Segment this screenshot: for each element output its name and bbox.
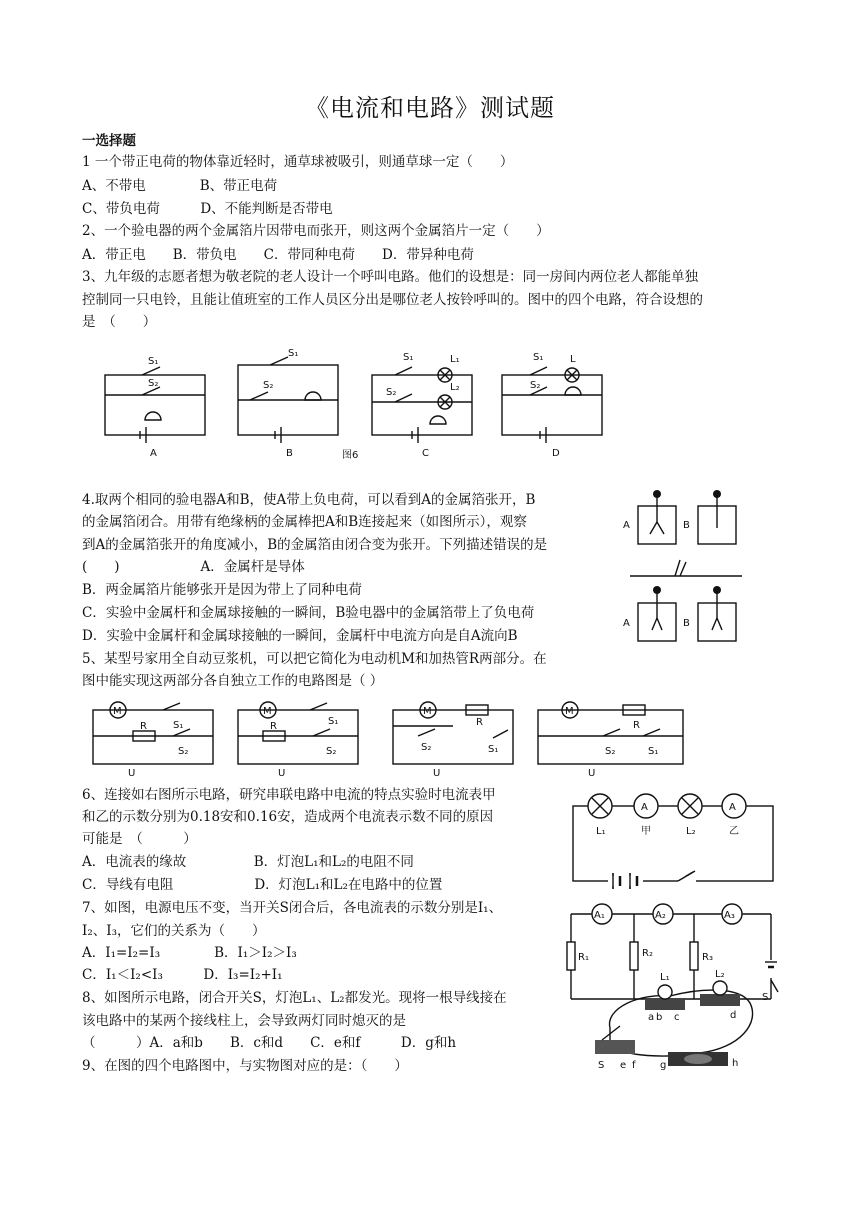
switch-label: S₂ <box>178 746 189 757</box>
terminal-label: f <box>632 1060 636 1071</box>
q5-figure <box>88 698 688 780</box>
q1-options-cd: C、带负电荷 D、不能判断是否带电 <box>82 201 333 217</box>
q8-battery <box>660 1052 738 1071</box>
lamp-label: L₂ <box>450 382 460 393</box>
q1-stem: 1 一个带正电荷的物体靠近轻时，通草球被吸引，则通草球一定（ ） <box>82 154 514 170</box>
q6-ammeter-jia <box>634 794 658 818</box>
q8-lamp-l1 <box>645 972 685 1023</box>
q3-circuit-c <box>372 352 472 459</box>
q7-options-ab: A．I₁=I₂=I₃ B．I₁＞I₂＞I₃ <box>82 945 297 961</box>
source-label: U <box>128 768 136 779</box>
terminal-label: h <box>732 1058 739 1069</box>
switch-label: S₂ <box>263 380 274 391</box>
terminal-label: b <box>656 1012 663 1023</box>
q3-circuit-d <box>502 352 602 459</box>
switch-label: S <box>762 992 769 1003</box>
q4-figure <box>620 488 745 668</box>
ammeter-label: A₃ <box>724 910 735 921</box>
switch-label: S₁ <box>148 356 159 367</box>
q4-stem-3: 到A的金属箔张开的角度减小，B的金属箔由闭合变为张开。下列描述错误的是 <box>82 537 548 553</box>
q7-ammeter-a1 <box>592 904 612 924</box>
switch-label: S₁ <box>648 746 659 757</box>
resistor-label: R <box>633 720 640 731</box>
ammeter-symbol: A <box>641 802 648 813</box>
resistor-label: R <box>140 721 147 732</box>
page-title: 《电流和电路》测试题 <box>305 94 555 122</box>
motor-label: M <box>423 706 432 717</box>
resistor-label: R <box>270 721 277 732</box>
ammeter-label: 甲 <box>641 826 651 837</box>
circuit-label: C <box>422 448 429 459</box>
section-heading: 一选择题 <box>82 133 136 149</box>
q5-stem-2: 图中能实现这两部分各自独立工作的电路图是（ ） <box>82 673 384 689</box>
q7-stem-1: 7、如图，电源电压不变，当开关S闭合后，各电流表的示数分别是I₁、 <box>82 900 503 916</box>
q3-stem-1: 3、九年级的志愿者想为敬老院的老人设计一个呼叫电路。他们的设想是：同一房间内两位老人都能单独 <box>82 269 699 285</box>
lamp-label: L₂ <box>686 826 696 837</box>
q6-lamp-l1 <box>588 794 612 818</box>
q4-option-c: C．实验中金属杆和金属球接触的一瞬间，B验电器中的金属箔带上了负电荷 <box>82 605 535 621</box>
q4-option-b: B．两金属箔片能够张开是因为带上了同种电荷 <box>82 582 362 598</box>
terminal-label: d <box>730 1010 737 1021</box>
q2-options: A．带正电 B．带负电 C．带同种电荷 D．带异种电荷 <box>82 247 474 263</box>
switch-label: S₂ <box>421 742 432 753</box>
q3-stem-3: 是 （ ） <box>82 314 157 330</box>
q7-options-cd: C．I₁＜I₂<I₃ D．I₃=I₂+I₁ <box>82 967 283 983</box>
q5-circuit-3 <box>393 702 513 779</box>
q4-option-a: ( ) A．金属杆是导体 <box>82 559 305 575</box>
terminal-label: a <box>648 1012 655 1023</box>
electroscope-top <box>623 490 736 544</box>
q5-circuit-1 <box>93 702 213 779</box>
motor-label: M <box>565 706 574 717</box>
source-label: U <box>433 768 441 779</box>
switch-label: S₂ <box>386 387 397 398</box>
resistor-label: R₃ <box>702 952 713 963</box>
switch-label: S₁ <box>403 352 414 363</box>
q3-circuit-a <box>105 356 205 459</box>
q9-stem: 9、在图的四个电路图中，与实物图对应的是：（ ） <box>82 1058 408 1074</box>
switch-label: S₁ <box>288 348 299 359</box>
motor-label: M <box>113 706 122 717</box>
q5-stem-1: 5、某型号家用全自动豆浆机，可以把它简化为电动机M和加热管R两部分。在 <box>82 651 547 667</box>
q4-option-d: D．实验中金属杆和金属球接触的一瞬间，金属杆中电流方向是自A流向B <box>82 628 518 644</box>
figure-caption: 图6 <box>342 450 359 461</box>
q7-ammeter-a3 <box>722 904 742 924</box>
resistor-label: R₁ <box>578 952 589 963</box>
source-label: U <box>278 768 286 779</box>
electroscope-bottom <box>623 586 736 641</box>
q6-ammeter-yi <box>722 794 746 818</box>
ammeter-symbol: A <box>729 802 736 813</box>
electroscope-label: B <box>683 618 690 629</box>
switch-label: S₁ <box>328 716 339 727</box>
lamp-label: L₂ <box>715 969 725 980</box>
electroscope-label: B <box>683 520 690 531</box>
lamp-label: L₁ <box>596 826 606 837</box>
q6-stem-3: 可能是 （ ） <box>82 831 197 847</box>
lamp-label: L <box>570 354 576 365</box>
q3-circuit-b <box>238 348 338 459</box>
q6-options-ab: A．电流表的缘故 B．灯泡L₁和L₂的电阻不同 <box>82 854 414 870</box>
circuit-label: B <box>286 448 293 459</box>
circuit-label: D <box>552 448 560 459</box>
q1-options-ab: A、不带电 B、带正电荷 <box>82 178 278 194</box>
switch-label: S₁ <box>488 744 499 755</box>
q6-lamp-l2 <box>678 794 702 818</box>
q3-stem-2: 控制同一只电铃，且能让值班室的工作人员区分出是哪位老人按铃呼叫的。图中的四个电路，符合设想的 <box>82 292 703 308</box>
switch-label: S₂ <box>326 746 337 757</box>
electroscope-label: A <box>623 618 630 629</box>
q6-options-cd: C．导线有电阻 D．灯泡L₁和L₂在电路中的位置 <box>82 877 443 893</box>
lamp-label: L₁ <box>660 972 670 983</box>
q4-stem-2: 的金属箔闭合。用带有绝缘柄的金属棒把A和B连接起来（如图所示），观察 <box>82 514 527 530</box>
resistor-label: R₂ <box>642 948 653 959</box>
switch-label: S₁ <box>173 720 184 731</box>
q8-options: （ ）A．a和b B．c和d C．e和f D．g和h <box>82 1035 457 1051</box>
q3-figure <box>100 340 610 465</box>
lamp-label: L₁ <box>450 354 460 365</box>
q8-stem-1: 8、如图所示电路，闭合开关S，灯泡L₁、L₂都发光。现将一根导线接在 <box>82 990 507 1006</box>
terminal-label: c <box>674 1012 680 1023</box>
q6-stem-1: 6、连接如右图所示电路，研究串联电路中电流的特点实验时电流表甲 <box>82 787 496 803</box>
ammeter-label: A₁ <box>594 910 605 921</box>
q7-ammeter-a2 <box>653 904 673 924</box>
resistor-label: R <box>476 717 483 728</box>
terminal-label: g <box>660 1060 667 1071</box>
q2-stem: 2、一个验电器的两个金属箔片因带电而张开，则这两个金属箔片一定（ ） <box>82 223 550 239</box>
motor-label: M <box>263 706 272 717</box>
source-label: U <box>588 768 596 779</box>
q6-figure <box>568 786 778 894</box>
q5-circuit-2 <box>238 702 358 779</box>
ammeter-label: 乙 <box>729 826 739 837</box>
circuit-label: A <box>150 448 157 459</box>
switch-label: S₂ <box>605 746 616 757</box>
switch-label: S₂ <box>148 378 159 389</box>
switch-label: S₁ <box>533 352 544 363</box>
electroscope-label: A <box>623 520 630 531</box>
q7-stem-2: I₂、I₃，它们的关系为（ ） <box>82 923 266 939</box>
q4-stem-1: 4.取两个相同的验电器A和B，使A带上负电荷，可以看到A的金属箔张开，B <box>82 492 536 508</box>
ammeter-label: A₂ <box>655 910 666 921</box>
q8-figure <box>590 968 765 1076</box>
switch-label: S₂ <box>530 380 541 391</box>
q8-stem-2: 该电路中的某两个接线柱上，会导致两灯同时熄灭的是 <box>82 1013 406 1029</box>
q6-stem-2: 和乙的示数分别为0.18安和0.16安，造成两个电流表示数不同的原因 <box>82 809 494 825</box>
terminal-label: e <box>620 1060 627 1071</box>
q8-lamp-l2 <box>700 969 740 1021</box>
switch-label: S <box>598 1060 605 1071</box>
q8-switch <box>595 1026 636 1071</box>
q5-circuit-4 <box>538 702 683 779</box>
